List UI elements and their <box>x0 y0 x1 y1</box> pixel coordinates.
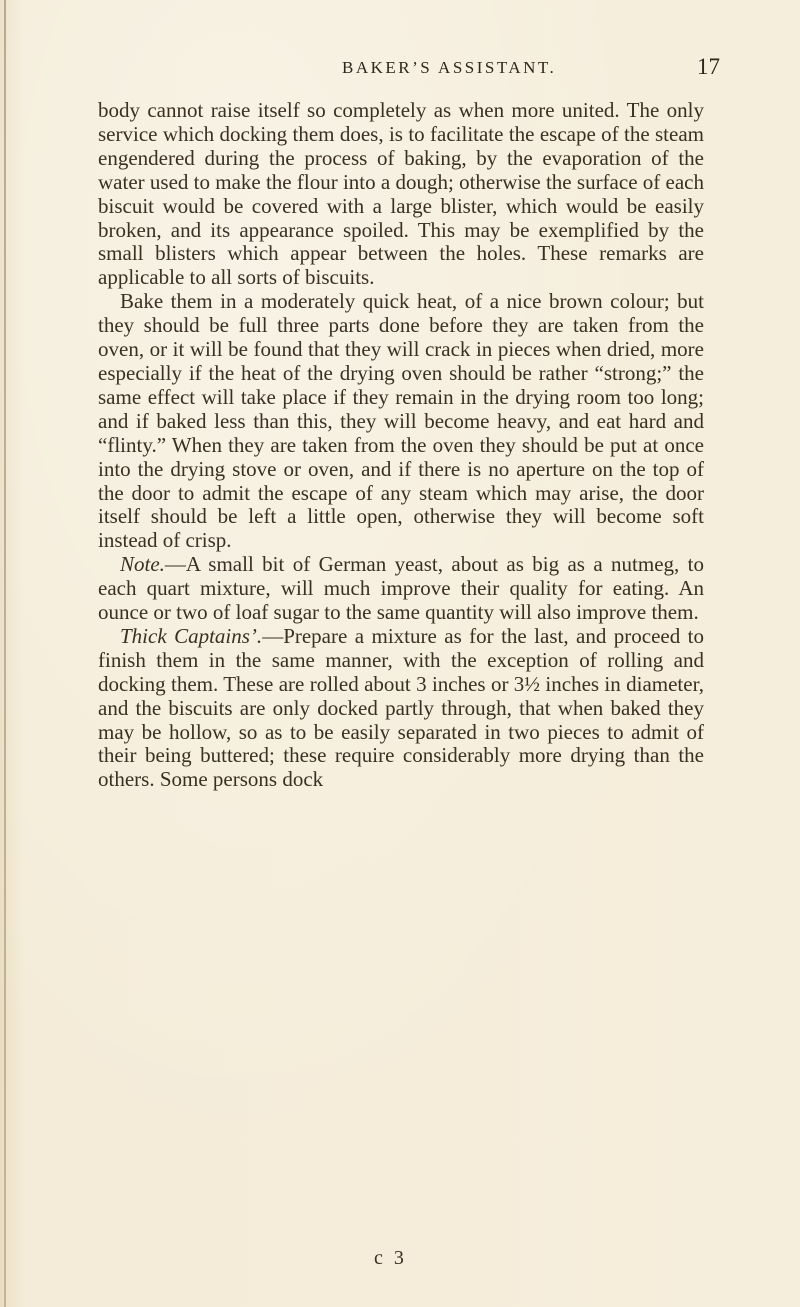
paragraph-text: —Prepare a mixture as for the last, and proceed to finish them in the same manner, with the exception of rolling and docking them. These are rolled about 3 inches or 3½ inches in diameter, and the biscuits are only docked partly through, that when baked they may be hollow, so as to be easily separated in two pieces to admit of their being buttered; these require considerably more drying than the others. Some persons dock <box>98 623 704 792</box>
paragraph-text: —A small bit of German yeast, about as big as a nutmeg, to each quart mixture, will much improve their quality for eating. An ounce or two of loaf sugar to the same quantity will also improve them. <box>98 552 704 625</box>
page-number: 17 <box>697 54 720 79</box>
paragraph-baking <box>98 290 704 553</box>
binding-edge <box>4 0 6 1307</box>
paragraph-note <box>98 553 704 625</box>
running-head-title: BAKER’S ASSISTANT. <box>342 58 557 77</box>
paragraph-continuation <box>98 99 704 290</box>
paragraph-text: Bake them in a moderately quick heat, of a nice brown colour; but they should be full three parts done before they are taken from the oven, or it will be found that they will crack in pieces when dried, more especially if the heat of the drying oven should be rather “strong;” the same effect will take place if they remain in the drying room too long; and if baked less than this, they will become heavy, and eat hard and “flinty.” When they are taken from the oven they should be put at once into the drying stove or oven, and if there is no aperture on the top of the door to admit the escape of any steam which may arise, the door itself should be left a little open, otherwise they will become soft instead of crisp. <box>98 289 704 553</box>
paragraph-text: body cannot raise itself so completely as when more united. The only service which docking them does, is to facilitate the escape of the steam engendered during the process of baking, by the evaporation of the water used to make the flour into a dough; otherwise the surface of each biscuit would be covered with a large blister, which would be easily broken, and its appearance spoiled. This may be exemplified by the small blisters which appear between the holes. These remarks are applicable to all sorts of biscuits. <box>98 98 704 290</box>
body-text <box>98 99 704 792</box>
paragraph-thick-captains <box>98 625 704 792</box>
signature-mark: c 3 <box>374 1247 407 1269</box>
paragraph-lead: Thick Captains’. <box>120 623 263 648</box>
running-head <box>0 54 800 88</box>
paragraph-lead: Note. <box>120 552 165 577</box>
